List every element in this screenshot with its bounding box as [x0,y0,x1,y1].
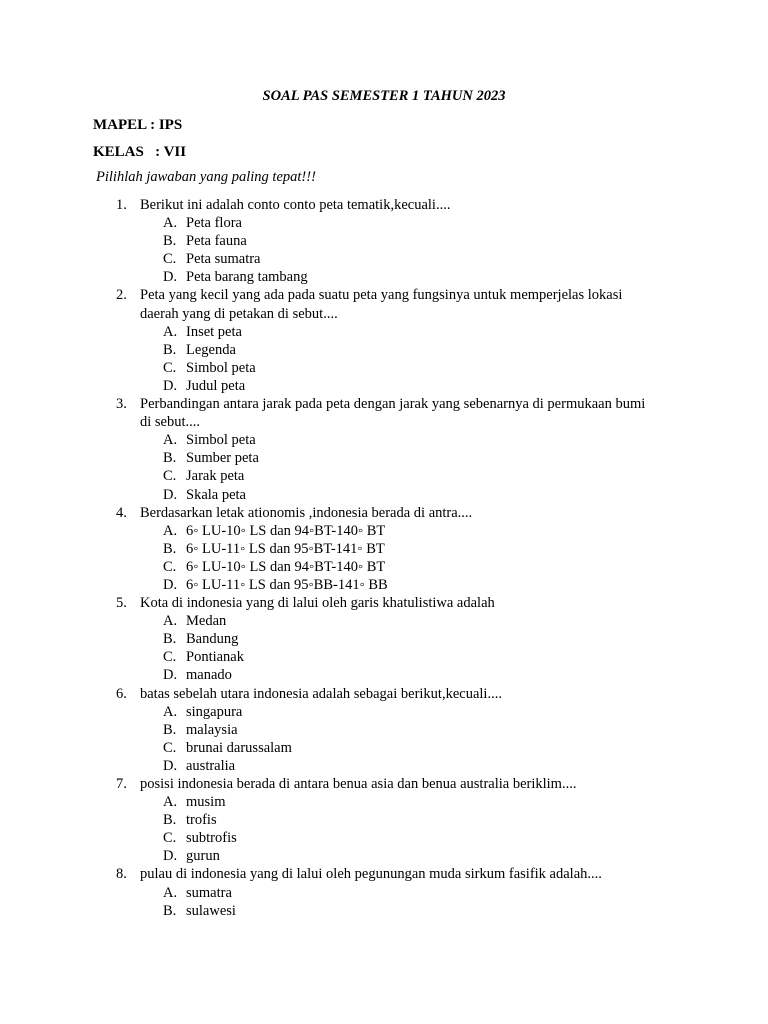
option-text: singapura [186,703,243,720]
option-letter: A. [163,522,178,539]
question-number: 4. [116,504,127,521]
question-item [0,594,660,684]
question-list [0,196,768,920]
option-text: 6◦ LU-10◦ LS dan 94◦BT-140◦ BT [186,522,386,539]
option-text: Sumber peta [186,450,259,467]
option-letter: D. [163,667,178,684]
option-text: 6◦ LU-11◦ LS dan 95◦BB-141◦ BB [186,576,388,593]
option-letter: B. [163,631,177,648]
option-letter: B. [163,540,177,557]
answer-option [140,902,660,920]
option-letter: A. [163,432,178,449]
answer-option [140,449,660,467]
option-list [140,431,660,503]
option-letter: A. [163,703,178,720]
question-number: 6. [116,685,127,702]
option-text: Inset peta [186,323,242,340]
option-text: Bandung [186,631,239,648]
question-number: 7. [116,776,127,792]
option-letter: A. [163,215,178,232]
option-text: Medan [186,613,227,630]
page-title: SOAL PAS SEMESTER 1 TAHUN 2023 [262,88,506,104]
answer-option [140,648,660,666]
option-letter: A. [163,794,178,811]
question-text: Berikut ini adalah conto conto peta tematik,kecuali.... [140,197,451,213]
question-item [0,865,660,919]
question-number: 2. [116,287,127,304]
answer-option [140,431,660,449]
answer-option [140,829,660,847]
answer-option [140,666,660,684]
option-letter: B. [163,812,177,829]
option-text: malaysia [186,721,238,738]
answer-option [140,341,660,359]
option-letter: B. [163,341,177,358]
option-list [140,612,660,684]
option-letter: A. [163,613,178,630]
question-item [0,196,660,286]
option-letter: A. [163,884,178,901]
option-text: subtrofis [186,830,237,847]
question-number: 8. [116,866,127,883]
option-letter: C. [163,649,177,666]
option-text: manado [186,667,232,684]
option-letter: B. [163,450,177,467]
answer-option [140,630,660,648]
option-letter: D. [163,269,178,286]
option-letter: C. [163,558,177,575]
option-text: Judul peta [186,377,246,394]
option-text: Simbol peta [186,359,256,376]
option-list [140,522,660,594]
question-text: pulau di indonesia yang di lalui oleh pegunungan muda sirkum fasifik adalah.... [140,866,602,883]
answer-option [140,703,660,721]
answer-option [140,377,660,395]
option-text: sumatra [186,884,232,901]
option-text: Peta fauna [186,233,247,250]
option-text: trofis [186,812,217,829]
option-letter: D. [163,377,178,394]
option-letter: C. [163,739,177,756]
answer-option [140,576,660,594]
option-text: sulawesi [186,902,236,919]
option-text: Jarak peta [186,468,245,485]
answer-option [140,232,660,250]
question-text: posisi indonesia berada di antara benua asia dan benua australia beriklim.... [140,776,577,792]
option-list [140,703,660,775]
option-letter: D. [163,757,178,774]
question-text: Berdasarkan letak ationomis ,indonesia berada di antra.... [140,504,473,521]
question-number: 1. [116,197,127,213]
question-text: batas sebelah utara indonesia adalah sebagai berikut,kecuali.... [140,685,502,702]
option-letter: B. [163,902,177,919]
option-text: brunai darussalam [186,739,292,756]
option-text: Peta barang tambang [186,269,308,286]
question-text: Peta yang kecil yang ada pada suatu peta yang fungsinya untuk memperjelas lokasi daerah yang di petakan di sebut.... [140,287,623,322]
question-item [0,775,660,865]
answer-option [140,612,660,630]
answer-option [140,214,660,232]
answer-option [140,757,660,775]
option-letter: C. [163,251,177,268]
class-label: KELAS : VII [93,144,187,160]
answer-option [140,739,660,757]
question-text: Perbandingan antara jarak pada peta dengan jarak yang sebenarnya di permukaan bumi di sebut.... [140,396,646,431]
answer-option [140,268,660,286]
option-text: Simbol peta [186,432,256,449]
instruction-text: Pilihlah jawaban yang paling tepat!!! [96,169,316,185]
option-letter: B. [163,721,177,738]
question-number: 5. [116,595,127,612]
answer-option [140,323,660,341]
question-item [0,504,660,594]
option-text: gurun [186,848,220,865]
option-letter: D. [163,848,178,865]
option-text: 6◦ LU-10◦ LS dan 94◦BT-140◦ BT [186,558,386,575]
question-item [0,395,660,504]
option-letter: A. [163,323,178,340]
option-letter: D. [163,486,178,503]
option-letter: C. [163,468,177,485]
option-list [140,793,660,865]
answer-option [140,540,660,558]
option-list [140,323,660,395]
option-list [140,214,660,286]
answer-option [140,486,660,504]
answer-option [140,250,660,268]
answer-option [140,721,660,739]
question-number: 3. [116,396,127,413]
question-item [0,286,660,395]
option-letter: C. [163,359,177,376]
option-text: Peta flora [186,215,242,232]
answer-option [140,884,660,902]
subject-label: MAPEL : IPS [93,117,183,133]
option-text: musim [186,794,226,811]
option-letter: B. [163,233,177,250]
option-list [140,884,660,920]
answer-option [140,359,660,377]
answer-option [140,558,660,576]
option-text: Pontianak [186,649,244,666]
option-letter: D. [163,576,178,593]
question-text: Kota di indonesia yang di lalui oleh garis khatulistiwa adalah [140,595,495,612]
answer-option [140,522,660,540]
answer-option [140,467,660,485]
answer-option [140,847,660,865]
answer-option [140,811,660,829]
option-letter: C. [163,830,177,847]
answer-option [140,793,660,811]
question-item [0,685,660,775]
option-text: Legenda [186,341,236,358]
option-text: Peta sumatra [186,251,261,268]
option-text: Skala peta [186,486,246,503]
option-text: 6◦ LU-11◦ LS dan 95◦BT-141◦ BT [186,540,385,557]
option-text: australia [186,757,236,774]
